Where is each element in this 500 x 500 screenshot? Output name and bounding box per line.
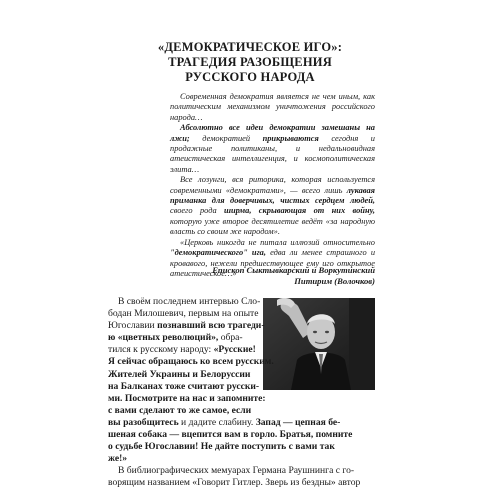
body-text-run: тился к русскому народу: bbox=[108, 344, 212, 356]
chapter-title bbox=[130, 40, 370, 85]
body-emphasis: вы разобщитесь bbox=[108, 416, 179, 428]
body-line bbox=[108, 369, 373, 381]
body-emphasis: Украины и Белоруссии bbox=[149, 368, 251, 380]
body-line: с вами сделают то же самое, если bbox=[108, 404, 252, 416]
epigraph-emphasis: лукавая приманка для доверчивых, чистых сердцем людей, bbox=[170, 185, 375, 206]
body-emphasis: «Русские! bbox=[211, 344, 256, 356]
body-line bbox=[108, 417, 373, 429]
body-emphasis: ю «цветных революций», bbox=[108, 332, 219, 344]
body-line: В своём последнем интервью Сло- bbox=[118, 296, 261, 307]
epigraph-paragraph-2 bbox=[170, 123, 375, 175]
epigraph-text: демократией bbox=[189, 133, 263, 143]
epigraph-emphasis: "демократического" ига, bbox=[170, 248, 266, 258]
body-emphasis: Жителей bbox=[108, 368, 150, 380]
body-text-run: Югославии bbox=[108, 320, 155, 332]
epigraph-text: Все лозунги, вся риторика, которая используется современными «демократами», — всего лишь bbox=[170, 175, 375, 195]
body-line: ворящим названием «Говорит Гитлер. Зверь из бездны» автор bbox=[108, 477, 361, 489]
epigraph-signature bbox=[170, 265, 375, 287]
epigraph-text: «Церковь никогда не питала иллюзий относительно bbox=[180, 237, 375, 247]
title-line-1: «ДЕМОКРАТИЧЕСКОЕ ИГО»: bbox=[157, 40, 343, 54]
body-line: о судьбе Югославии! Не дайте поступить с вами так bbox=[108, 441, 335, 453]
epigraph-paragraph-1 bbox=[170, 92, 375, 123]
signature-line-1: Епископ Сыктывкарский и Воркутинский bbox=[212, 265, 375, 275]
epigraph-text: своего рода bbox=[170, 206, 225, 216]
body-line: шеная собака — вцепится вам в горло. Братья, помните bbox=[108, 429, 353, 441]
epigraph-text: едва ли менее страшного и кровавого, нежели предшествующее ему иго открытое атеистическое…» bbox=[170, 248, 376, 278]
title-line-3: РУССКОГО НАРОДА bbox=[185, 70, 315, 84]
body-line bbox=[108, 332, 373, 344]
epigraph-paragraph-3 bbox=[170, 175, 375, 237]
body-emphasis: запомните: bbox=[217, 392, 266, 404]
body-text bbox=[108, 296, 373, 490]
body-line: Я сейчас обращаюсь ко всем русским. bbox=[108, 356, 274, 368]
epigraph-text: сегодня и продажные политиканы, и недальновидная атеистическая интеллигенция, и космополитическая элита… bbox=[170, 133, 375, 174]
body-line bbox=[108, 344, 373, 356]
body-text-run: обра- bbox=[218, 332, 243, 344]
body-line: В библиографических мемуарах Германа Раушнинга с го- bbox=[118, 465, 355, 477]
body-text-run: и дадите слабину. bbox=[178, 416, 256, 428]
body-emphasis: познавший всю трагеди- bbox=[154, 320, 265, 332]
body-emphasis: ми. Посмотрите на нас и bbox=[108, 392, 218, 404]
epigraph-text: которую уже второе десятилетие ведёт «за народную власть со своим же народом». bbox=[170, 216, 375, 237]
signature-line-2: Питирим (Волочков) bbox=[294, 276, 375, 286]
epigraph-emphasis: Абсолютно все идеи демократии замешаны на лжи; bbox=[170, 123, 375, 143]
body-emphasis: Запад — цепная бе- bbox=[255, 416, 341, 428]
body-line bbox=[108, 393, 373, 405]
body-line bbox=[108, 320, 373, 332]
title-line-2: ТРАГЕДИЯ РАЗОБЩЕНИЯ bbox=[168, 55, 332, 69]
epigraph-emphasis: прикрываются bbox=[262, 133, 319, 143]
epigraph-text: Современная демократия является не чем иным, как политическим механизмом уничтожения российского народа… bbox=[170, 92, 375, 122]
epigraph bbox=[170, 92, 375, 279]
epigraph-emphasis: ширма, скрывающая от них войну, bbox=[224, 206, 376, 216]
body-line: бодан Милошевич, первым на опыте bbox=[108, 308, 259, 320]
body-line: на Балканах тоже считают русски- bbox=[108, 380, 260, 392]
body-line: же!» bbox=[108, 453, 128, 465]
